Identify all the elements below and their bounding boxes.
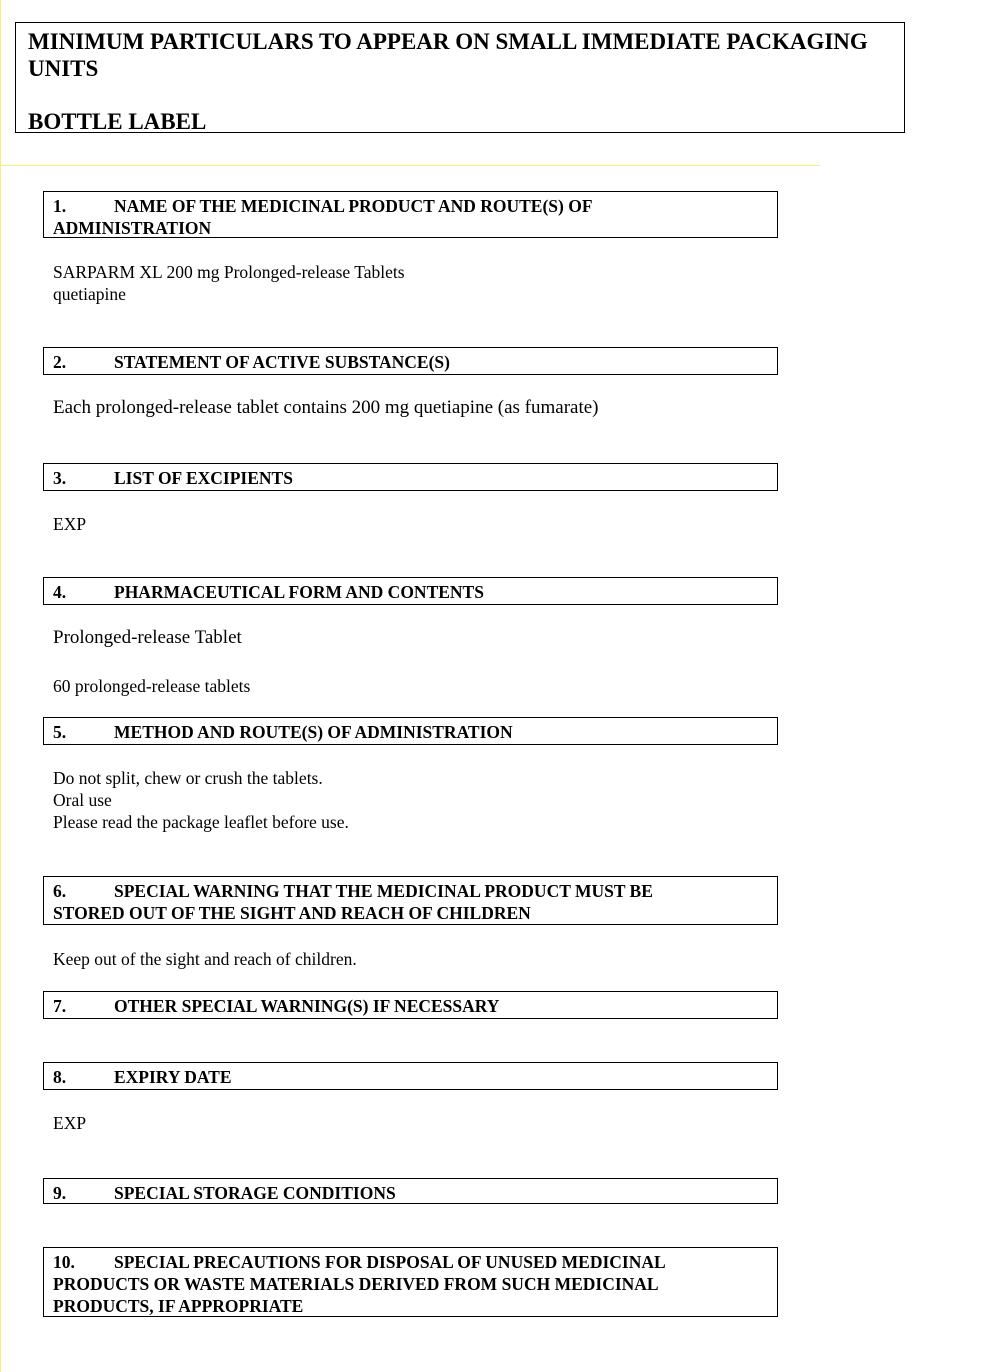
- section-number: 1.: [53, 196, 67, 216]
- children-warning: Keep out of the sight and reach of children.: [53, 949, 357, 969]
- section-1-heading: [43, 191, 778, 238]
- section-2-heading: [43, 347, 778, 375]
- section-title-cont: ADMINISTRATION: [53, 218, 212, 238]
- section-4-heading: [43, 577, 778, 605]
- section-title: SPECIAL PRECAUTIONS FOR DISPOSAL OF UNUSED MEDICINAL: [114, 1252, 666, 1272]
- section-6-heading: [43, 876, 778, 925]
- active-ingredient: quetiapine: [53, 284, 126, 304]
- section-number: 5.: [53, 722, 67, 742]
- section-title: PHARMACEUTICAL FORM AND CONTENTS: [114, 582, 484, 602]
- administration-line-1: Do not split, chew or crush the tablets.: [53, 768, 323, 788]
- administration-line-2: Oral use: [53, 790, 112, 810]
- section-title: EXPIRY DATE: [114, 1067, 232, 1087]
- section-10-heading: [43, 1247, 778, 1317]
- section-7-heading: [43, 991, 778, 1019]
- page-margin-line-horizontal: [0, 165, 820, 166]
- excipients-text: EXP: [53, 514, 87, 534]
- section-title: STATEMENT OF ACTIVE SUBSTANCE(S): [114, 352, 450, 372]
- header-subtitle: BOTTLE LABEL: [28, 109, 207, 134]
- product-name: SARPARM XL 200 mg Prolonged-release Tablets: [53, 262, 405, 282]
- section-title: SPECIAL WARNING THAT THE MEDICINAL PRODUCT MUST BE: [114, 881, 653, 901]
- section-number: 7.: [53, 996, 67, 1016]
- section-number: 6.: [53, 881, 67, 901]
- section-title: METHOD AND ROUTE(S) OF ADMINISTRATION: [114, 722, 513, 742]
- section-title: LIST OF EXCIPIENTS: [114, 468, 293, 488]
- section-3-heading: [43, 463, 778, 491]
- section-number: 9.: [53, 1183, 67, 1203]
- section-5-heading: [43, 717, 778, 745]
- section-number: 10.: [53, 1252, 75, 1272]
- section-8-heading: [43, 1062, 778, 1090]
- section-number: 2.: [53, 352, 67, 372]
- section-title-cont: PRODUCTS OR WASTE MATERIALS DERIVED FROM SUCH MEDICINAL: [53, 1274, 659, 1294]
- section-title-cont: STORED OUT OF THE SIGHT AND REACH OF CHILDREN: [53, 903, 531, 923]
- section-title: SPECIAL STORAGE CONDITIONS: [114, 1183, 396, 1203]
- section-title: OTHER SPECIAL WARNING(S) IF NECESSARY: [114, 996, 500, 1016]
- expiry-text: EXP: [53, 1113, 87, 1133]
- section-title-cont: PRODUCTS, IF APPROPRIATE: [53, 1296, 304, 1316]
- section-9-heading: [43, 1178, 778, 1204]
- page-margin-line-vertical: [0, 0, 1, 1372]
- header-box: [15, 22, 905, 133]
- section-number: 4.: [53, 582, 67, 602]
- header-title-line-1: MINIMUM PARTICULARS TO APPEAR ON SMALL IMMEDIATE PACKAGING: [28, 29, 868, 54]
- pharmaceutical-form: Prolonged-release Tablet: [53, 627, 242, 648]
- section-number: 8.: [53, 1067, 67, 1087]
- active-substance-statement: Each prolonged-release tablet contains 200 mg quetiapine (as fumarate): [53, 397, 599, 418]
- header-title-line-2: UNITS: [28, 56, 99, 81]
- pack-contents: 60 prolonged-release tablets: [53, 676, 251, 696]
- administration-line-3: Please read the package leaflet before use.: [53, 812, 349, 832]
- section-title: NAME OF THE MEDICINAL PRODUCT AND ROUTE(S) OF: [114, 196, 593, 216]
- section-number: 3.: [53, 468, 67, 488]
